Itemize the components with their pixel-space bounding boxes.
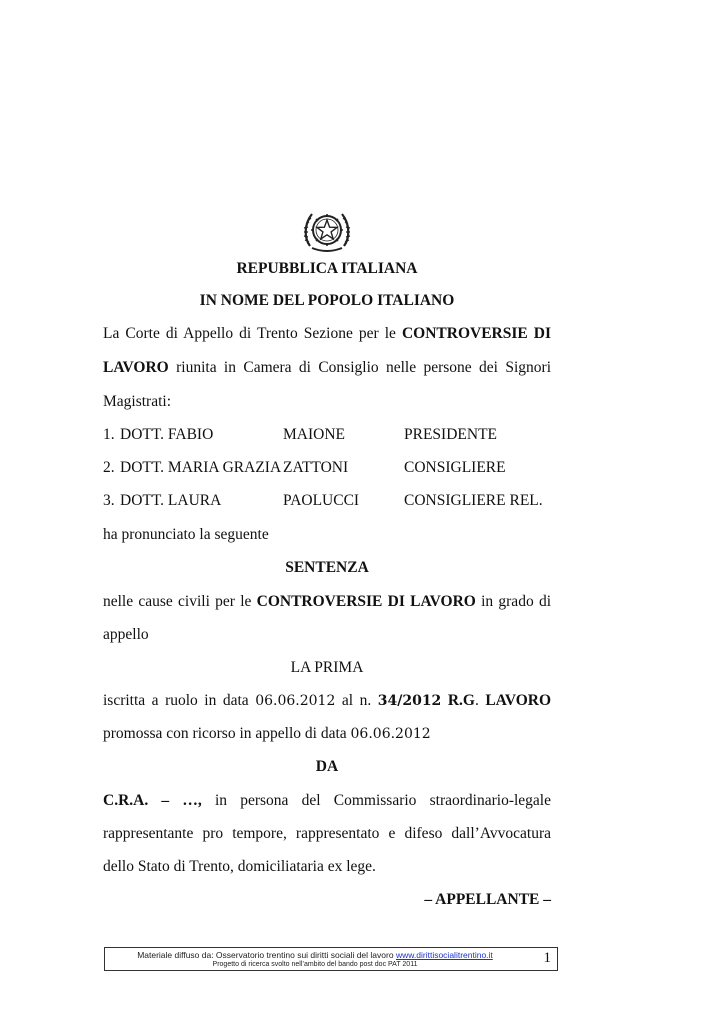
intro-text: La Corte di Appello di Trento Sezione per le [103, 325, 396, 342]
judge-number: 2. [103, 459, 115, 476]
appellante-label: – APPELLANTE – [424, 891, 551, 908]
footer-source-text: Materiale diffuso da: Osservatorio trentino sui diritti sociali del lavoro [137, 950, 394, 960]
judge-name: DOTT. MARIA GRAZIA [120, 459, 282, 476]
judge-role: CONSIGLIERE [404, 459, 506, 476]
intro-bold-text: CONTROVERSIE DI [401, 325, 552, 342]
promoted-line [103, 724, 551, 744]
appellant-line-1 [103, 791, 551, 811]
registration-text: al n. [341, 692, 372, 709]
document-title: REPUBBLICA ITALIANA [236, 260, 418, 277]
registration-lavoro: LAVORO [485, 692, 552, 709]
intro-line-3: Magistrati: [103, 393, 172, 410]
italian-republic-emblem-icon [300, 204, 354, 258]
judge-number: 3. [103, 492, 115, 509]
causes-line-2: appello [103, 626, 149, 643]
registration-line [103, 691, 551, 711]
da-heading: DA [315, 758, 339, 775]
judge-surname: PAOLUCCI [283, 492, 360, 509]
sentenza-heading: SENTENZA [285, 559, 369, 576]
causes-bold-text: CONTROVERSIE DI LAVORO [256, 593, 476, 610]
prima-heading: LA PRIMA [290, 659, 364, 676]
registration-rg [448, 692, 479, 709]
causes-line-1 [103, 592, 551, 612]
appellant-text: in persona del Commissario straordinario-legale [214, 792, 551, 809]
judge-role: PRESIDENTE [404, 426, 497, 443]
intro-bold-text: LAVORO [103, 359, 169, 376]
intro-line-2 [103, 358, 551, 378]
registration-text: iscritta a ruolo in data [103, 692, 249, 709]
page-number: 1 [543, 950, 551, 966]
intro-line-1 [103, 324, 551, 344]
pronounced-text: ha pronunciato la seguente [103, 526, 269, 543]
footer-line-1 [105, 950, 525, 960]
appellant-line-3: dello Stato di Trento, domiciliataria ex lege. [103, 858, 376, 875]
footer-line-2: Progetto di ricerca svolto nell’ambito del bando post doc PAT 2011 [212, 961, 418, 968]
promoted-date: 06.06.2012 [350, 726, 431, 742]
document-subtitle: IN NOME DEL POPOLO ITALIANO [199, 292, 455, 309]
judge-surname: MAIONE [283, 426, 345, 443]
appellant-name: C.R.A. – …, [103, 792, 202, 809]
causes-text: in grado di [481, 593, 551, 610]
registration-date: 06.06.2012 [255, 693, 336, 709]
registration-rg-label: R.G [447, 692, 475, 709]
causes-text: nelle cause civili per le [103, 593, 252, 610]
judge-surname: ZATTONI [283, 459, 349, 476]
page-footer [104, 947, 558, 971]
judge-number: 1. [103, 426, 115, 443]
judge-role: CONSIGLIERE REL. [404, 492, 543, 509]
judge-name: DOTT. LAURA [120, 492, 222, 509]
judge-name: DOTT. FABIO [120, 426, 214, 443]
intro-text: riunita in Camera di Consiglio nelle persone dei Signori [176, 359, 552, 376]
footer-link[interactable]: www.dirittisocialitrentino.it [395, 950, 493, 960]
registration-number: 34/2012 [377, 693, 442, 709]
appellant-line-2: rappresentante pro tempore, rappresentato e difeso dall’Avvocatura [103, 825, 551, 842]
registration-rg-dot: . [474, 692, 479, 709]
promoted-text: promossa con ricorso in appello di data [103, 725, 347, 742]
